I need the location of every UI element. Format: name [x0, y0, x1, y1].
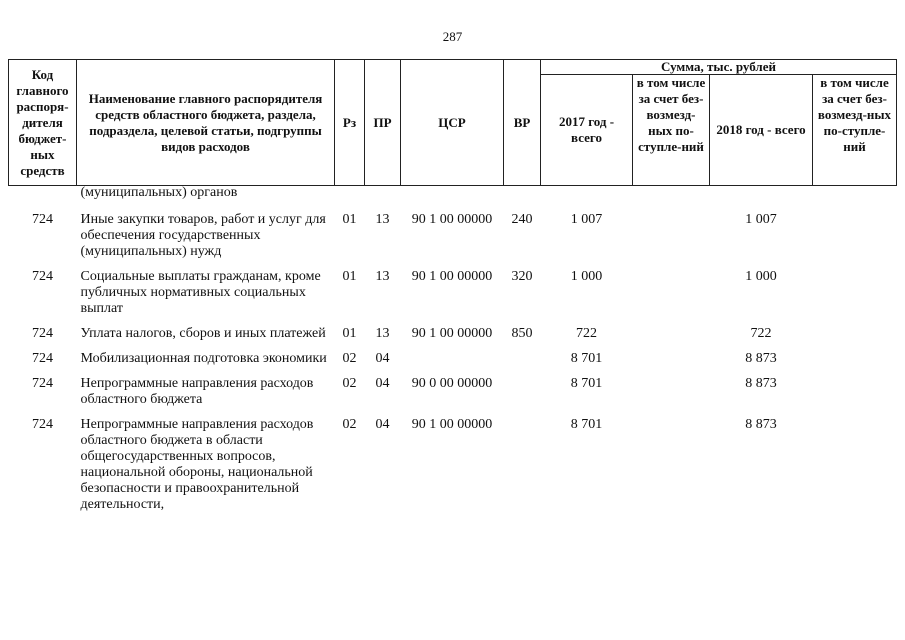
cell-2018-total: 8 873 — [745, 376, 777, 391]
cell-csr: 90 1 00 00000 — [411, 326, 493, 341]
header-2017-free: в том числе за счет без-возмезд-ных по-ступле-ний — [633, 75, 710, 186]
cell-rz: 02 — [342, 376, 357, 391]
cell-name: Непрограммные направления расходов областного бюджета в области общегосударственных вопросов, национальной обороны, национальной безопасности и правоохранительной деятельности, — [80, 417, 314, 512]
cell-pr: 04 — [375, 376, 390, 391]
cell-2017-total: 1 007 — [570, 212, 603, 227]
cell-code: 724 — [32, 269, 53, 284]
cell-name: Мобилизационная подготовка экономики — [80, 351, 327, 366]
cell-rz: 02 — [342, 351, 357, 366]
cell-name: (муниципальных) органов — [80, 185, 238, 200]
cell-2017-free — [633, 376, 710, 417]
cell-rz: 01 — [342, 212, 357, 227]
header-rz: Рз — [335, 60, 365, 186]
cell-csr — [401, 186, 504, 209]
header-name: Наименование главного распорядителя средств областного бюджета, раздела, подраздела, целевой статьи, подгруппы видов расходов — [77, 60, 335, 186]
cell-csr: 90 0 00 00000 — [411, 376, 493, 391]
cell-code: 724 — [32, 351, 53, 366]
header-csr: ЦСР — [401, 60, 504, 186]
cell-code: 724 — [32, 212, 53, 227]
cell-code: 724 — [32, 326, 53, 341]
cell-rz: 01 — [342, 326, 357, 341]
budget-table — [8, 59, 897, 522]
table-row — [9, 376, 897, 417]
cell-vr: 240 — [511, 212, 533, 227]
table-row — [9, 208, 897, 269]
table-body — [9, 186, 897, 523]
cell-2018-total: 8 873 — [745, 351, 777, 366]
table-header — [9, 60, 897, 186]
table-row — [9, 269, 897, 326]
cell-2017-free — [633, 326, 710, 351]
cell-vr — [504, 351, 541, 376]
cell-pr: 13 — [375, 269, 390, 284]
cell-2018-free — [813, 186, 897, 209]
cell-pr — [365, 186, 401, 209]
cell-2018-total — [710, 186, 813, 209]
table-row — [9, 351, 897, 376]
cell-csr: 90 1 00 00000 — [411, 269, 493, 284]
header-2017-total: 2017 год - всего — [541, 75, 633, 186]
cell-2018-free — [813, 326, 897, 351]
cell-pr: 13 — [375, 212, 390, 227]
cell-2018-free — [813, 269, 897, 326]
cell-2018-total: 8 873 — [745, 417, 777, 432]
cell-2018-total: 722 — [750, 326, 772, 341]
header-sum: Сумма, тыс. рублей — [541, 60, 897, 75]
cell-2018-free — [813, 376, 897, 417]
cell-rz: 02 — [342, 417, 357, 432]
table-row — [9, 326, 897, 351]
cell-2017-free — [633, 208, 710, 269]
cell-2017-total — [541, 186, 633, 209]
cell-csr: 90 1 00 00000 — [411, 417, 493, 432]
cell-vr — [504, 376, 541, 417]
cell-vr: 320 — [511, 269, 533, 284]
cell-name: Иные закупки товаров, работ и услуг для обеспечения государственных (муниципальных) нужд — [80, 212, 326, 259]
cell-pr: 04 — [375, 417, 390, 432]
cell-2017-free — [633, 186, 710, 209]
cell-pr: 04 — [375, 351, 390, 366]
header-code: Код главного распоря-дителя бюджет-ных средств — [9, 60, 77, 186]
header-pr: ПР — [365, 60, 401, 186]
cell-name: Непрограммные направления расходов областного бюджета — [80, 376, 314, 407]
cell-pr: 13 — [375, 326, 390, 341]
cell-2017-total: 8 701 — [570, 417, 603, 432]
cell-2017-total: 8 701 — [570, 351, 603, 366]
cell-2017-free — [633, 351, 710, 376]
cell-vr — [504, 417, 541, 522]
header-2018-free: в том числе за счет без-возмезд-ных по-ступле-ний — [813, 75, 897, 186]
page-number: 287 — [442, 29, 463, 44]
cell-name: Уплата налогов, сборов и иных платежей — [80, 326, 326, 341]
cell-rz: 01 — [342, 269, 357, 284]
cell-csr — [401, 351, 504, 376]
cell-rz — [335, 186, 365, 209]
cell-name: Социальные выплаты гражданам, кроме публичных нормативных социальных выплат — [80, 269, 321, 316]
cell-2017-free — [633, 417, 710, 522]
cell-code — [9, 186, 77, 209]
cell-2018-free — [813, 417, 897, 522]
cell-2017-total: 8 701 — [570, 376, 603, 391]
cell-2017-total: 722 — [576, 326, 597, 341]
cell-2018-free — [813, 351, 897, 376]
cell-csr: 90 1 00 00000 — [411, 212, 493, 227]
cell-2017-total: 1 000 — [570, 269, 603, 284]
cell-code: 724 — [32, 417, 53, 432]
cell-vr — [504, 186, 541, 209]
cell-2018-free — [813, 208, 897, 269]
cell-code: 724 — [32, 376, 53, 391]
header-vr: ВР — [504, 60, 541, 186]
cell-vr: 850 — [511, 326, 533, 341]
cell-2017-free — [633, 269, 710, 326]
table-row — [9, 417, 897, 522]
cell-2018-total: 1 007 — [745, 212, 777, 227]
cell-2018-total: 1 000 — [745, 269, 777, 284]
header-2018-total: 2018 год - всего — [710, 75, 813, 186]
table-row — [9, 186, 897, 209]
